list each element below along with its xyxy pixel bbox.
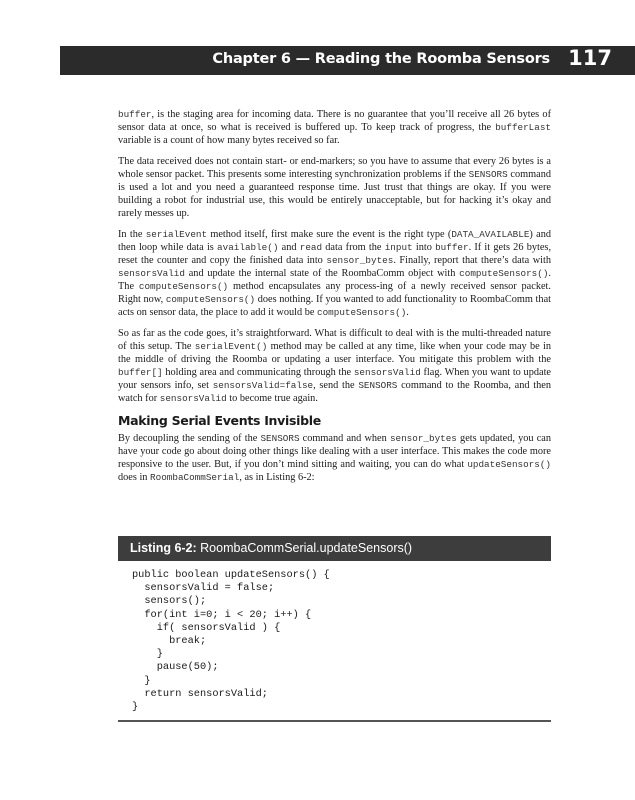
text-run: flag. When you want to update your sensors info, set: [118, 367, 551, 391]
code-term: DATA_AVAILABLE: [451, 229, 530, 240]
code-term: sensorsValid: [353, 367, 421, 378]
code-term: bufferLast: [495, 122, 551, 133]
chapter-header-bar: [60, 46, 635, 75]
text-run: , is the staging area for incoming data. There is no guarantee that you’ll receive all 26 bytes of sensor data at once, so what is received is buffered up. To keep track of progress, the: [118, 109, 551, 133]
text-run: and: [278, 242, 300, 253]
text-run: and update the internal state of the RoombaComm object with: [184, 268, 460, 279]
chapter-title: Chapter 6 — Reading the Roomba Sensors: [212, 51, 550, 67]
text-run: , send the: [313, 380, 359, 391]
paragraph-5: [118, 432, 551, 484]
code-term: computeSensors(): [138, 281, 229, 292]
text-run: . Finally, report that there’s data with: [393, 255, 551, 266]
code-term: buffer: [118, 109, 152, 120]
text-run: . If it gets 26 bytes, reset the counter and copy the finished data into: [118, 242, 552, 266]
text-run: So as far as the code goes, it’s straightforward. What is difficult to deal with is the multi-threaded nature of this setup. The: [118, 328, 551, 352]
body-text: [118, 108, 551, 492]
text-run: method may be called at any time, like when your code may be in the middle of driving the Roomba or updating a user interface. You mitigate this problem with the: [118, 341, 551, 365]
listing-bottom-rule: [118, 720, 551, 722]
code-term: RoombaCommSerial: [150, 472, 240, 483]
text-run: variable is a count of how many bytes received so far.: [118, 135, 340, 146]
code-term: sensorsValid=false: [212, 380, 314, 391]
code-listing: [118, 536, 551, 722]
text-run: ) and then loop while data is: [118, 229, 551, 253]
section-heading: Making Serial Events Invisible: [118, 413, 321, 428]
code-term: serialEvent(): [194, 341, 268, 352]
text-run: In the: [118, 229, 146, 240]
code-term: SENSORS: [468, 169, 508, 180]
text-run: command to the Roomba, and then watch for: [118, 380, 551, 404]
code-term: sensorsValid: [118, 268, 185, 279]
paragraph-3: [118, 228, 551, 319]
text-run: method encapsulates any process-ing of a newly received sensor packet. Right now,: [118, 281, 551, 305]
listing-header: [118, 536, 551, 561]
text-run: , as in Listing 6-2:: [239, 472, 315, 483]
text-run: method itself, first make sure the event is the right type (: [207, 229, 452, 240]
code-term: available(): [217, 242, 279, 253]
text-run: does nothing. If you wanted to add functionality to RoombaComm that acts on sensor data, the place to add it would be: [118, 294, 551, 318]
code-term: computeSensors(): [317, 307, 407, 318]
text-run: The data received does not contain start- or end-markers; so you have to assume that every 26 bytes is a whole sensor packet. This presents some interesting synchronization problems if the: [118, 156, 551, 180]
paragraph-2: [118, 155, 551, 220]
text-run: data from the: [322, 242, 385, 253]
code-term: SENSORS: [358, 380, 398, 391]
code-term: sensor_bytes: [389, 433, 457, 444]
code-term: computeSensors(): [165, 294, 256, 305]
code-term: serialEvent: [145, 229, 208, 240]
listing-title: RoombaCommSerial.updateSensors(): [200, 541, 413, 555]
text-run: . The: [118, 268, 551, 292]
page-number: 117: [568, 46, 612, 70]
text-run: .: [406, 307, 409, 318]
text-run: holding area and communicating through the: [162, 367, 354, 378]
code-term: buffer[]: [118, 367, 163, 378]
listing-label: Listing 6-2:: [130, 541, 197, 555]
text-run: command and when: [299, 433, 390, 444]
text-run: command is used a lot and you need a guaranteed response time. Just trust that things are okay. If you were building a robot for industrial use, this would be entirely unacceptable, but for hacking it’s okay and rarely messes up.: [118, 169, 551, 219]
text-run: into: [412, 242, 436, 253]
code-term: read: [299, 242, 323, 253]
code-term: updateSensors(): [467, 459, 551, 470]
paragraph-4: [118, 327, 551, 405]
text-run: By decoupling the sending of the: [118, 433, 261, 444]
text-run: to become true again.: [226, 393, 318, 404]
text-run: gets updated, you can have your code go about doing other things like dealing with a user interface. This makes the code more responsive to the user. But, if you don’t mind sitting and waiting, you can do what: [118, 433, 551, 470]
code-term: buffer: [435, 242, 469, 253]
code-term: sensor_bytes: [326, 255, 394, 266]
code-term: input: [384, 242, 413, 253]
listing-code: public boolean updateSensors() { sensorsValid = false; sensors(); for(int i=0; i < 20; i++) { if( sensorsValid ) { break; } pause(50); } return sensorsValid; }: [132, 569, 330, 714]
code-term: sensorsValid: [159, 393, 227, 404]
text-run: does in: [118, 472, 151, 483]
paragraph-1: [118, 108, 551, 147]
code-term: computeSensors(): [459, 268, 549, 279]
code-term: SENSORS: [260, 433, 300, 444]
